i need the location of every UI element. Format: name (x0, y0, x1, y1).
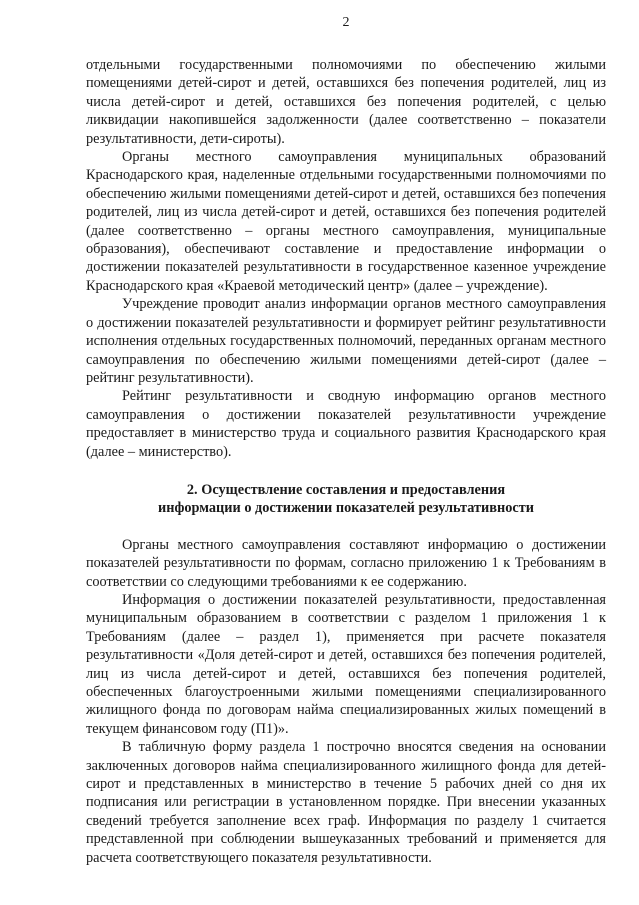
page-number: 2 (342, 15, 350, 30)
section-heading-line-1: 2. Осуществление составления и предоставления (186, 481, 506, 498)
paragraph-forms: Органы местного самоуправления составляют информацию о достижении показателей результативности по формам, согласно приложению 1 к Требованиям в соответствии со следующими требованиями к ее содержанию. (86, 536, 606, 590)
paragraph-continuation: отдельными государственными полномочиями по обеспечению жилыми помещениями детей-сирот и детей, оставшихся без попечения родителей, лиц из числа детей-сирот и детей, оставшихся без попечения родителей, с целью ликвидации накопившейся задолженности (далее соответственно – показатели результативности, дети-сироты). (86, 57, 606, 147)
section-heading-line-2: информации о достижении показателей результативности (158, 500, 534, 517)
paragraph-table-form: В табличную форму раздела 1 построчно вносятся сведения на основании заключенных договоров найма специализированного жилищного фонда для детей-сирот и представленных в министерство в течение 5 рабочих дней со дня их подписания или регистрации в установленном порядке. При внесении указанных сведений требуется заполнение всех граф. Информация по разделу 1 считается представленной при соблюдении вышеуказанных требований и применяется для расчета соответствующего показателя результативности. (86, 739, 606, 866)
document-page (86, 14, 606, 867)
paragraph-institution-analysis: Учреждение проводит анализ информации органов местного самоуправления о достижении показателей результативности и формирует рейтинг результативности исполнения отдельных государственных полномочий, переданных органам местного самоуправления по обеспечению жилыми помещениями детей-сирот (далее – рейтинг результативности). (86, 296, 606, 386)
section-heading (86, 481, 606, 518)
paragraph-local-government-bodies: Органы местного самоуправления муниципальных образований Краснодарского края, наделенные отдельными государственными полномочиями по обеспечению жилыми помещениями детей-сирот и детей, оставшихся без попечения родителей, лиц из числа детей-сирот и детей, оставшихся без попечения родителей (далее соответственно – органы местного самоуправления, муниципальные образования), обеспечивают составление и предоставление информации о достижении показателей результативности в государственное казенное учреждение Краснодарского края «Краевой методический центр» (далее – учреждение). (86, 149, 606, 294)
paragraph-section-1-info: Информация о достижении показателей результативности, предоставленная муниципальным образованием в соответствии с разделом 1 приложения 1 к Требованиям (далее – раздел 1), применяется при расчете показателя результативности «Доля детей-сирот и детей, оставшихся без попечения родителей, лиц из числа детей-сирот и детей, оставшихся без попечения родителей, обеспеченных благоустроенными жилыми помещениями специализированного жилищного фонда по договорам найма специализированных жилых помещений в текущем финансовом году (П1)». (86, 591, 606, 737)
paragraph-rating-submission: Рейтинг результативности и сводную информацию органов местного самоуправления о достижении показателей результативности учреждение предоставляет в министерство труда и социального развития Краснодарского края (далее – министерство). (86, 388, 606, 460)
